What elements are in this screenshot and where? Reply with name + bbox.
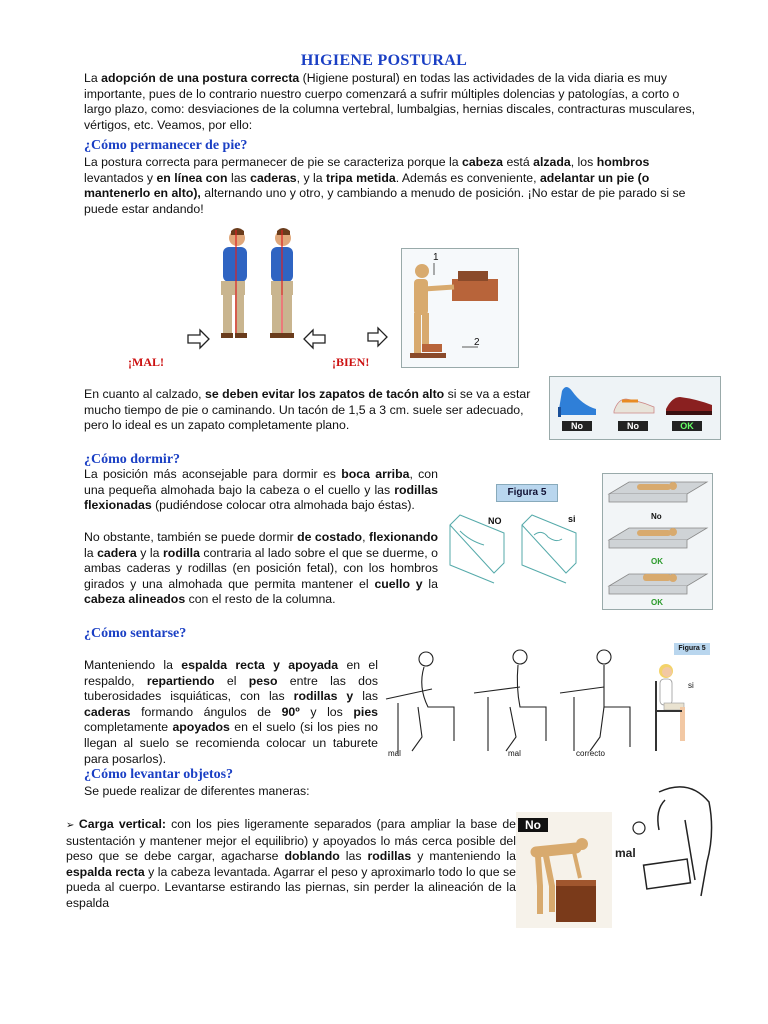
sentarse-paragraph: Manteniendo la espalda recta y apoyada en el respaldo, repartiendo el peso entre las dos tuberosidades isquiáticas, con las rodillas y las caderas formando ángulos de 90º y los pies completamente apoyados en el suelo (si los pies no llegan al suelo se recomienda colocar un taburete para posarlos). — [84, 658, 378, 766]
good-posture-figure — [270, 228, 294, 338]
shoe-label-no: No — [618, 421, 648, 431]
figura-5-badge: Figura 5 — [674, 643, 710, 655]
heading-pie: ¿Cómo permanecer de pie? — [84, 138, 248, 153]
bullet-arrow-icon: ➢ — [66, 820, 79, 831]
label-mal: ¡MAL! — [128, 355, 164, 369]
beds-figure — [446, 505, 596, 585]
bad-posture-figure — [221, 228, 247, 338]
heading-levantar: ¿Cómo levantar objetos? — [84, 767, 234, 782]
caption-correcto: correcto — [576, 749, 605, 758]
page-title: HIGIENE POSTURAL — [300, 52, 468, 69]
mattress-positions-figure — [602, 473, 713, 610]
arrow-right-icon — [368, 328, 387, 346]
dormir-paragraph-2: No obstante, también se puede dormir de costado, flexionando la cadera y la rodilla contraria al lado sobre el que se duerme, o ambas caderas y rodillas (en posición fetal), con los hombros girados y una almohada que permita mantener el cuello y la cabeza alineados con el resto de la columna. — [84, 530, 438, 607]
shoes-figure — [549, 376, 721, 440]
heading-dormir: ¿Cómo dormir? — [84, 452, 181, 467]
dormir-paragraph-1: La posición más aconsejable para dormir es boca arriba, con una pequeña almohada bajo la cabeza o el cuello y las rodillas flexionadas (pudiéndose colocar otra almohada bajo éstas). — [84, 467, 438, 513]
calzado-paragraph: En cuanto al calzado, se deben evitar los zapatos de tacón alto si se va a estar mucho tiempo de pie o caminando. Un tacón de 1,5 a 3 cm. suele ser adecuado, pero lo ideal es un zapato completamente plano. — [84, 387, 531, 433]
caption-mal: mal — [508, 749, 521, 758]
pie-paragraph: La postura correcta para permanecer de pie se caracteriza porque la cabeza está alzada, los hombros levantados y en línea con las caderas, y la tripa metida. Además es conveniente, adelantar un pie (o mantenerlo en alto), alternando uno y otro, y cambiando a menudo de posición. ¡No estar de pie parado si se puede estar andando! — [84, 155, 686, 216]
sitting-postures-figure — [378, 645, 640, 765]
arrow-left-icon — [304, 330, 325, 348]
label-si: si — [688, 681, 694, 690]
mattress-label-ok: OK — [651, 598, 663, 607]
mannequin-footrest-figure — [401, 248, 519, 368]
caption-mal: mal — [388, 749, 401, 758]
bed-label-si: si — [568, 514, 576, 524]
levantar-sub: Se puede realizar de diferentes maneras: — [84, 784, 310, 798]
figure-number-2: 2 — [474, 337, 480, 348]
levantar-bullet: ➢ Carga vertical: con los pies ligeramente separados (para ampliar la base de sustentación y mantener mejor el equilibrio) y apoyados lo más cerca posible del peso que se debe cargar, agacharse doblando las rodillas y manteniendo la espalda recta y la cabeza levantada. Agarrar el peso y aproximarlo todo lo que se pueda al cuerpo. Levantarse estirando las piernas, sin perder la alineación de la espalda — [66, 817, 517, 910]
arrow-right-icon — [188, 330, 209, 348]
mattress-label-ok: OK — [651, 557, 663, 566]
label-mal: mal — [615, 846, 636, 860]
intro-paragraph: La adopción de una postura correcta (Higiene postural) en todas las actividades de la vida diaria es muy importante, pues de lo contrario nuestro cuerpo comenzará a sufrir múltiples dolencias y patologías, a corto o largo plazo, como: desviaciones de la columna vertebral, lumbalgias, hernias discales, contracturas musculares, vértigos, etc. Veamos, por ello: — [84, 71, 696, 132]
shoe-label-no: No — [562, 421, 592, 431]
shoe-label-ok: OK — [672, 421, 702, 431]
mattress-label-no: No — [651, 512, 662, 521]
figura-5-badge: Figura 5 — [496, 484, 558, 502]
woman-sitting-figure — [652, 641, 710, 756]
label-bien: ¡BIEN! — [332, 355, 370, 369]
no-badge: No — [518, 818, 548, 832]
figure-number-1: 1 — [433, 252, 439, 263]
standing-posture-illustration — [185, 225, 400, 375]
bed-label-no: NO — [488, 516, 502, 526]
lifting-bad-sketch — [615, 780, 715, 900]
lifting-mannequin-figure — [516, 812, 612, 928]
heading-sentarse: ¿Cómo sentarse? — [84, 626, 187, 641]
